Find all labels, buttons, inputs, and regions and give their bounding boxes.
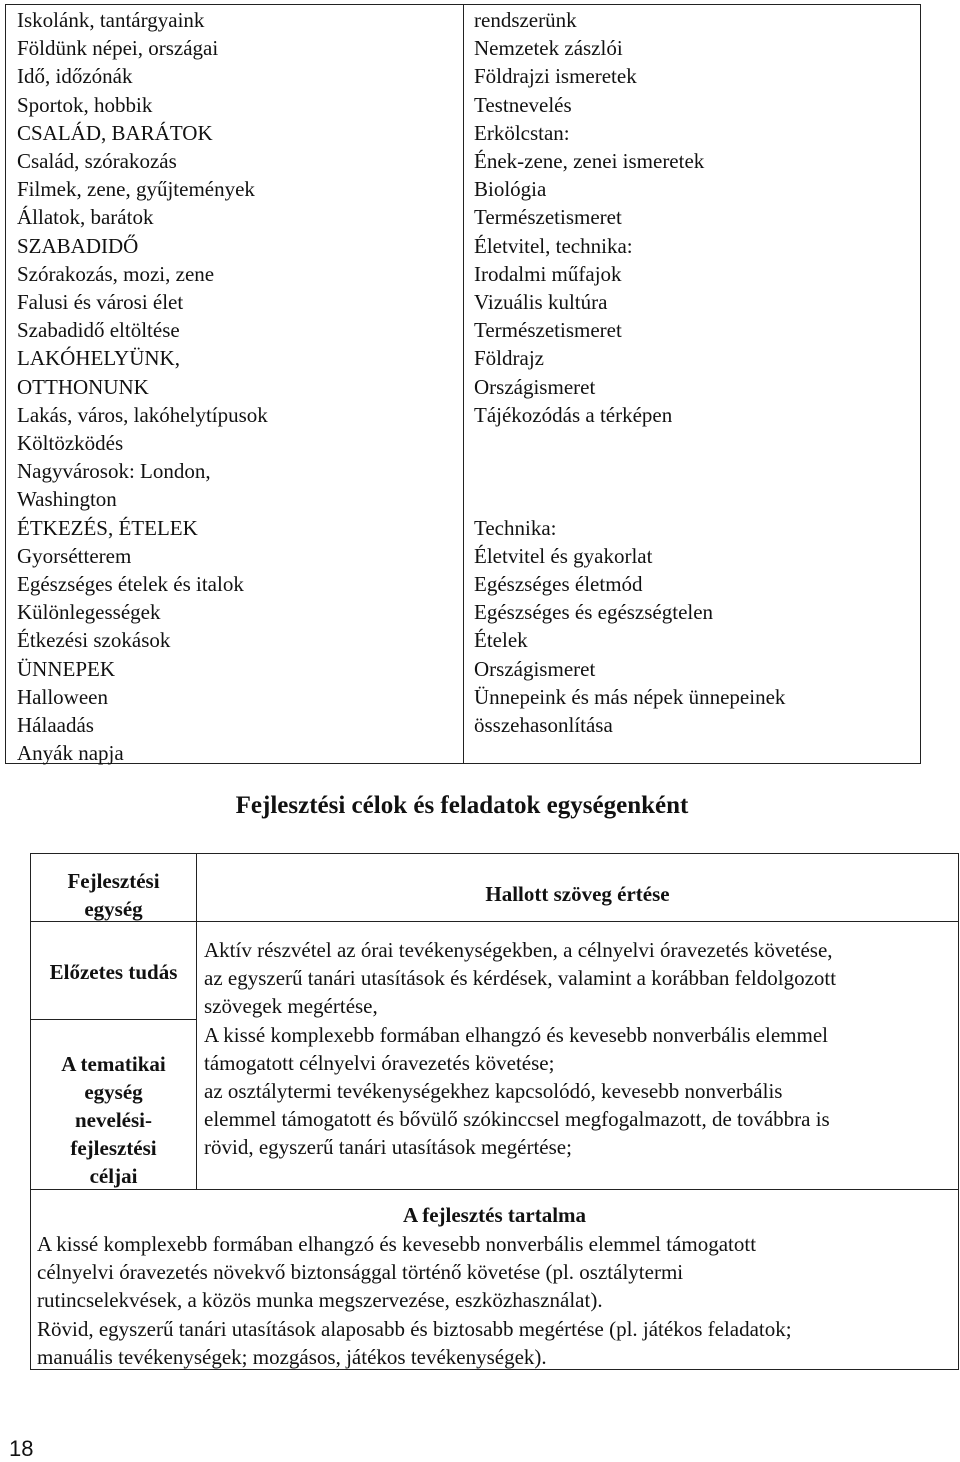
connection-line: Erkölcstan: bbox=[474, 120, 570, 145]
goals-line: az osztálytermi tevékenységekhez kapcsolódó, kevesebb nonverbális bbox=[204, 1079, 783, 1104]
connection-line: Biológia bbox=[474, 177, 547, 202]
topic-line: Nagyvárosok: London, bbox=[17, 459, 211, 484]
connection-line: Életvitel és gyakorlat bbox=[474, 543, 653, 568]
content-line: célnyelvi óravezetés növekvő biztonsággal történő követése (pl. osztálytermi bbox=[37, 1260, 684, 1285]
unit-label-line: egység bbox=[84, 897, 143, 921]
topic-line: Hálaadás bbox=[17, 713, 94, 738]
row-divider bbox=[31, 1189, 958, 1190]
topic-line: Étkezési szokások bbox=[17, 628, 171, 653]
connection-line: Technika: bbox=[474, 515, 557, 540]
topic-line: SZABADIDŐ bbox=[17, 233, 139, 258]
goals-label-line: egység bbox=[84, 1080, 143, 1104]
topic-line: Család, szórakozás bbox=[17, 149, 177, 174]
goals-text bbox=[204, 936, 950, 1162]
connection-line: Vizuális kultúra bbox=[474, 290, 608, 315]
connection-line: összehasonlítása bbox=[474, 713, 613, 738]
topic-line: LAKÓHELYÜNK, bbox=[17, 346, 180, 371]
connection-line: Tájékozódás a térképen bbox=[474, 402, 673, 427]
connection-line: Természetismeret bbox=[474, 318, 622, 343]
topics-table bbox=[5, 4, 921, 764]
topic-line: Falusi és városi élet bbox=[17, 290, 184, 315]
goals-label-line: céljai bbox=[89, 1164, 138, 1188]
spacer bbox=[474, 429, 920, 514]
goals-line: Aktív részvétel az órai tevékenységekben, a célnyelvi óravezetés követése, bbox=[204, 938, 833, 962]
content-line: Rövid, egyszerű tanári utasítások alaposabb és biztosabb megértése (pl. játékos feladatok; bbox=[37, 1316, 792, 1341]
connection-line: Országismeret bbox=[474, 656, 596, 681]
development-unit-table bbox=[30, 853, 959, 1370]
label-column bbox=[31, 854, 197, 1189]
topic-line: Idő, időzónák bbox=[17, 64, 133, 89]
topic-line: Állatok, barátok bbox=[17, 205, 154, 230]
page-number: 18 bbox=[9, 1436, 34, 1461]
connection-line: Ételek bbox=[474, 628, 528, 653]
connection-line: Természetismeret bbox=[474, 205, 622, 230]
topics-column bbox=[6, 5, 464, 766]
unit-title: Hallott szöveg értése bbox=[197, 854, 958, 922]
topic-line: Filmek, zene, gyűjtemények bbox=[17, 177, 255, 202]
content-line: rutincselekvések, a közös munka megszervezése, eszközhasználat). bbox=[37, 1288, 603, 1313]
unit-label-line: Fejlesztési bbox=[67, 869, 160, 893]
topic-line: Gyorsétterem bbox=[17, 543, 132, 568]
content-line: A kissé komplexebb formában elhangzó és kevesebb nonverbális elemmel támogatott bbox=[37, 1232, 757, 1256]
section-title: Fejlesztési célok és feladatok egységenként bbox=[235, 792, 689, 819]
goals-label-line: nevelési- bbox=[75, 1108, 152, 1132]
topic-line: Lakás, város, lakóhelytípusok bbox=[17, 402, 268, 427]
connection-line: Életvitel, technika: bbox=[474, 233, 633, 258]
goals-label-line: fejlesztési bbox=[70, 1136, 157, 1160]
goals-label-cell bbox=[31, 1020, 196, 1189]
topic-line: Iskolánk, tantárgyaink bbox=[17, 8, 205, 32]
goals-line: A kissé komplexebb formában elhangzó és kevesebb nonverbális elemmel bbox=[204, 1022, 828, 1047]
topic-line: ÉTKEZÉS, ÉTELEK bbox=[17, 515, 198, 540]
topic-line: CSALÁD, BARÁTOK bbox=[17, 120, 213, 145]
content-line: manuális tevékenységek; mozgásos, játékos tevékenységek). bbox=[37, 1344, 547, 1369]
topic-line: OTTHONUNK bbox=[17, 374, 149, 399]
connection-line: Földrajz bbox=[474, 346, 544, 371]
connections-column bbox=[464, 5, 920, 763]
goals-line: az egyszerű tanári utasítások és kérdések, valamint a korábban feldolgozott bbox=[204, 966, 837, 991]
topic-line: Szórakozás, mozi, zene bbox=[17, 261, 215, 286]
goals-line: elemmel támogatott és bővülő szókinccsel megfogalmazott, de továbbra is bbox=[204, 1107, 830, 1132]
topic-line: Sportok, hobbik bbox=[17, 92, 153, 117]
unit-label-cell bbox=[31, 854, 196, 922]
topic-line: Szabadidő eltöltése bbox=[17, 318, 180, 343]
topic-line: Földünk népei, országai bbox=[17, 36, 219, 61]
goals-label-line: A tematikai bbox=[61, 1052, 166, 1076]
connection-line: Egészséges életmód bbox=[474, 572, 643, 597]
connection-line: Egészséges és egészségtelen bbox=[474, 600, 714, 625]
goals-line: támogatott célnyelvi óravezetés követése; bbox=[204, 1050, 555, 1075]
connection-line: Ünnepeink és más népek ünnepeinek bbox=[474, 684, 786, 709]
topic-line: ÜNNEPEK bbox=[17, 656, 115, 681]
topic-line: Halloween bbox=[17, 684, 108, 709]
connection-line: Irodalmi műfajok bbox=[474, 261, 622, 286]
goals-line: szövegek megértése, bbox=[204, 994, 378, 1019]
content-title: A fejlesztés tartalma bbox=[402, 1203, 587, 1227]
topic-line: Egészséges ételek és italok bbox=[17, 572, 244, 597]
connection-line: rendszerünk bbox=[474, 8, 577, 32]
topic-line: Költözködés bbox=[17, 431, 124, 456]
connection-line: Ének-zene, zenei ismeretek bbox=[474, 149, 705, 174]
topic-line: Anyák napja bbox=[17, 741, 124, 766]
goals-line: rövid, egyszerű tanári utasítások megértése; bbox=[204, 1135, 572, 1160]
prior-knowledge-label: Előzetes tudás bbox=[31, 922, 196, 1020]
connection-line: Földrajzi ismeretek bbox=[474, 64, 637, 89]
topic-line: Különlegességek bbox=[17, 600, 161, 625]
connection-line: Nemzetek zászlói bbox=[474, 36, 623, 61]
topic-line: Washington bbox=[17, 487, 117, 512]
connection-line: Testnevelés bbox=[474, 92, 572, 117]
content-text bbox=[37, 1230, 952, 1371]
connection-line: Országismeret bbox=[474, 374, 596, 399]
